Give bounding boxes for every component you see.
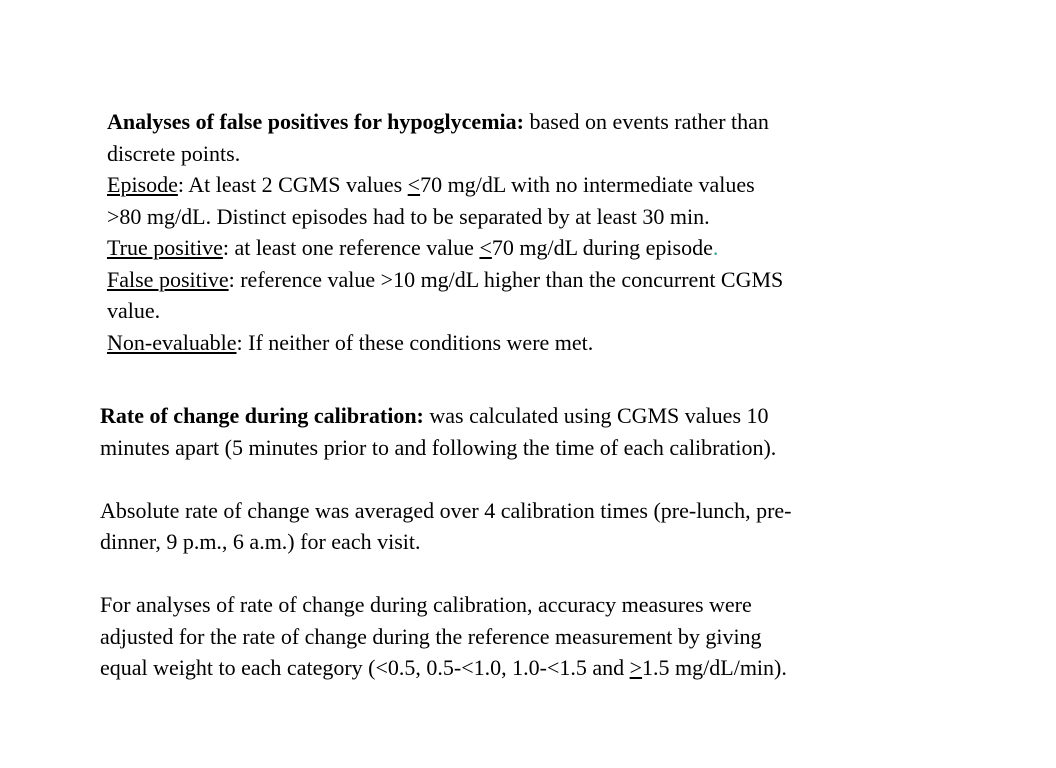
- text-line: [107, 295, 947, 327]
- underlined-term: <: [479, 235, 492, 260]
- false-positives-section: [107, 106, 947, 358]
- paragraph-gap: [100, 463, 980, 495]
- text-run: dinner, 9 p.m., 6 a.m.) for each visit.: [100, 529, 421, 554]
- rate-of-change-section: [100, 400, 980, 684]
- text-run: Absolute rate of change was averaged over 4 calibration times (pre-lunch, pre-: [100, 497, 792, 523]
- text-run: : reference value >10 mg/dL higher than the concurrent CGMS: [228, 266, 784, 292]
- text-run: 70 mg/dL with no intermediate values: [420, 172, 755, 197]
- paragraph-gap: [100, 558, 980, 590]
- section-heading: Rate of change during calibration:: [100, 403, 424, 428]
- text-line: [107, 264, 947, 296]
- underlined-term: Non-evaluable: [107, 329, 237, 355]
- text-line: [107, 327, 947, 359]
- underlined-term: >: [629, 655, 643, 680]
- text-run: 70 mg/dL during episode: [491, 235, 713, 260]
- underlined-term: <: [407, 172, 421, 197]
- text-run: : At least 2 CGMS values: [177, 172, 408, 197]
- text-line: [107, 169, 947, 201]
- underlined-term: True positive: [107, 235, 223, 260]
- text-run: was calculated using CGMS values 10: [423, 403, 769, 428]
- text-run: equal weight to each category (<0.5, 0.5-<1.0, 1.0-<1.5 and: [100, 655, 630, 680]
- text-run: : at least one reference value: [222, 235, 480, 260]
- text-line: [100, 432, 980, 464]
- text-run: value.: [107, 298, 161, 323]
- text-run: adjusted for the rate of change during the reference measurement by giving: [100, 623, 762, 649]
- text-run: .: [712, 235, 719, 260]
- text-line: [100, 400, 980, 432]
- text-line: [107, 201, 947, 233]
- text-run: based on events rather than: [523, 109, 769, 134]
- text-run: For analyses of rate of change during calibration, accuracy measures were: [100, 592, 752, 617]
- text-line: [100, 589, 980, 621]
- text-line: [100, 652, 980, 684]
- text-run: 1.5 mg/dL/min).: [642, 655, 787, 680]
- text-line: [100, 526, 980, 558]
- section-heading: Analyses of false positives for hypoglycemia:: [107, 109, 524, 134]
- text-line: [100, 495, 980, 527]
- underlined-term: False positive: [107, 266, 229, 292]
- text-run: >80 mg/dL. Distinct episodes had to be separated by at least 30 min.: [107, 203, 710, 229]
- text-run: : If neither of these conditions were met.: [236, 329, 594, 355]
- text-line: [100, 621, 980, 653]
- text-line: [107, 106, 947, 138]
- text-run: discrete points.: [107, 140, 241, 166]
- underlined-term: Episode: [107, 172, 178, 197]
- text-line: [107, 138, 947, 170]
- text-line: [107, 232, 947, 264]
- text-run: minutes apart (5 minutes prior to and following the time of each calibration).: [100, 434, 777, 460]
